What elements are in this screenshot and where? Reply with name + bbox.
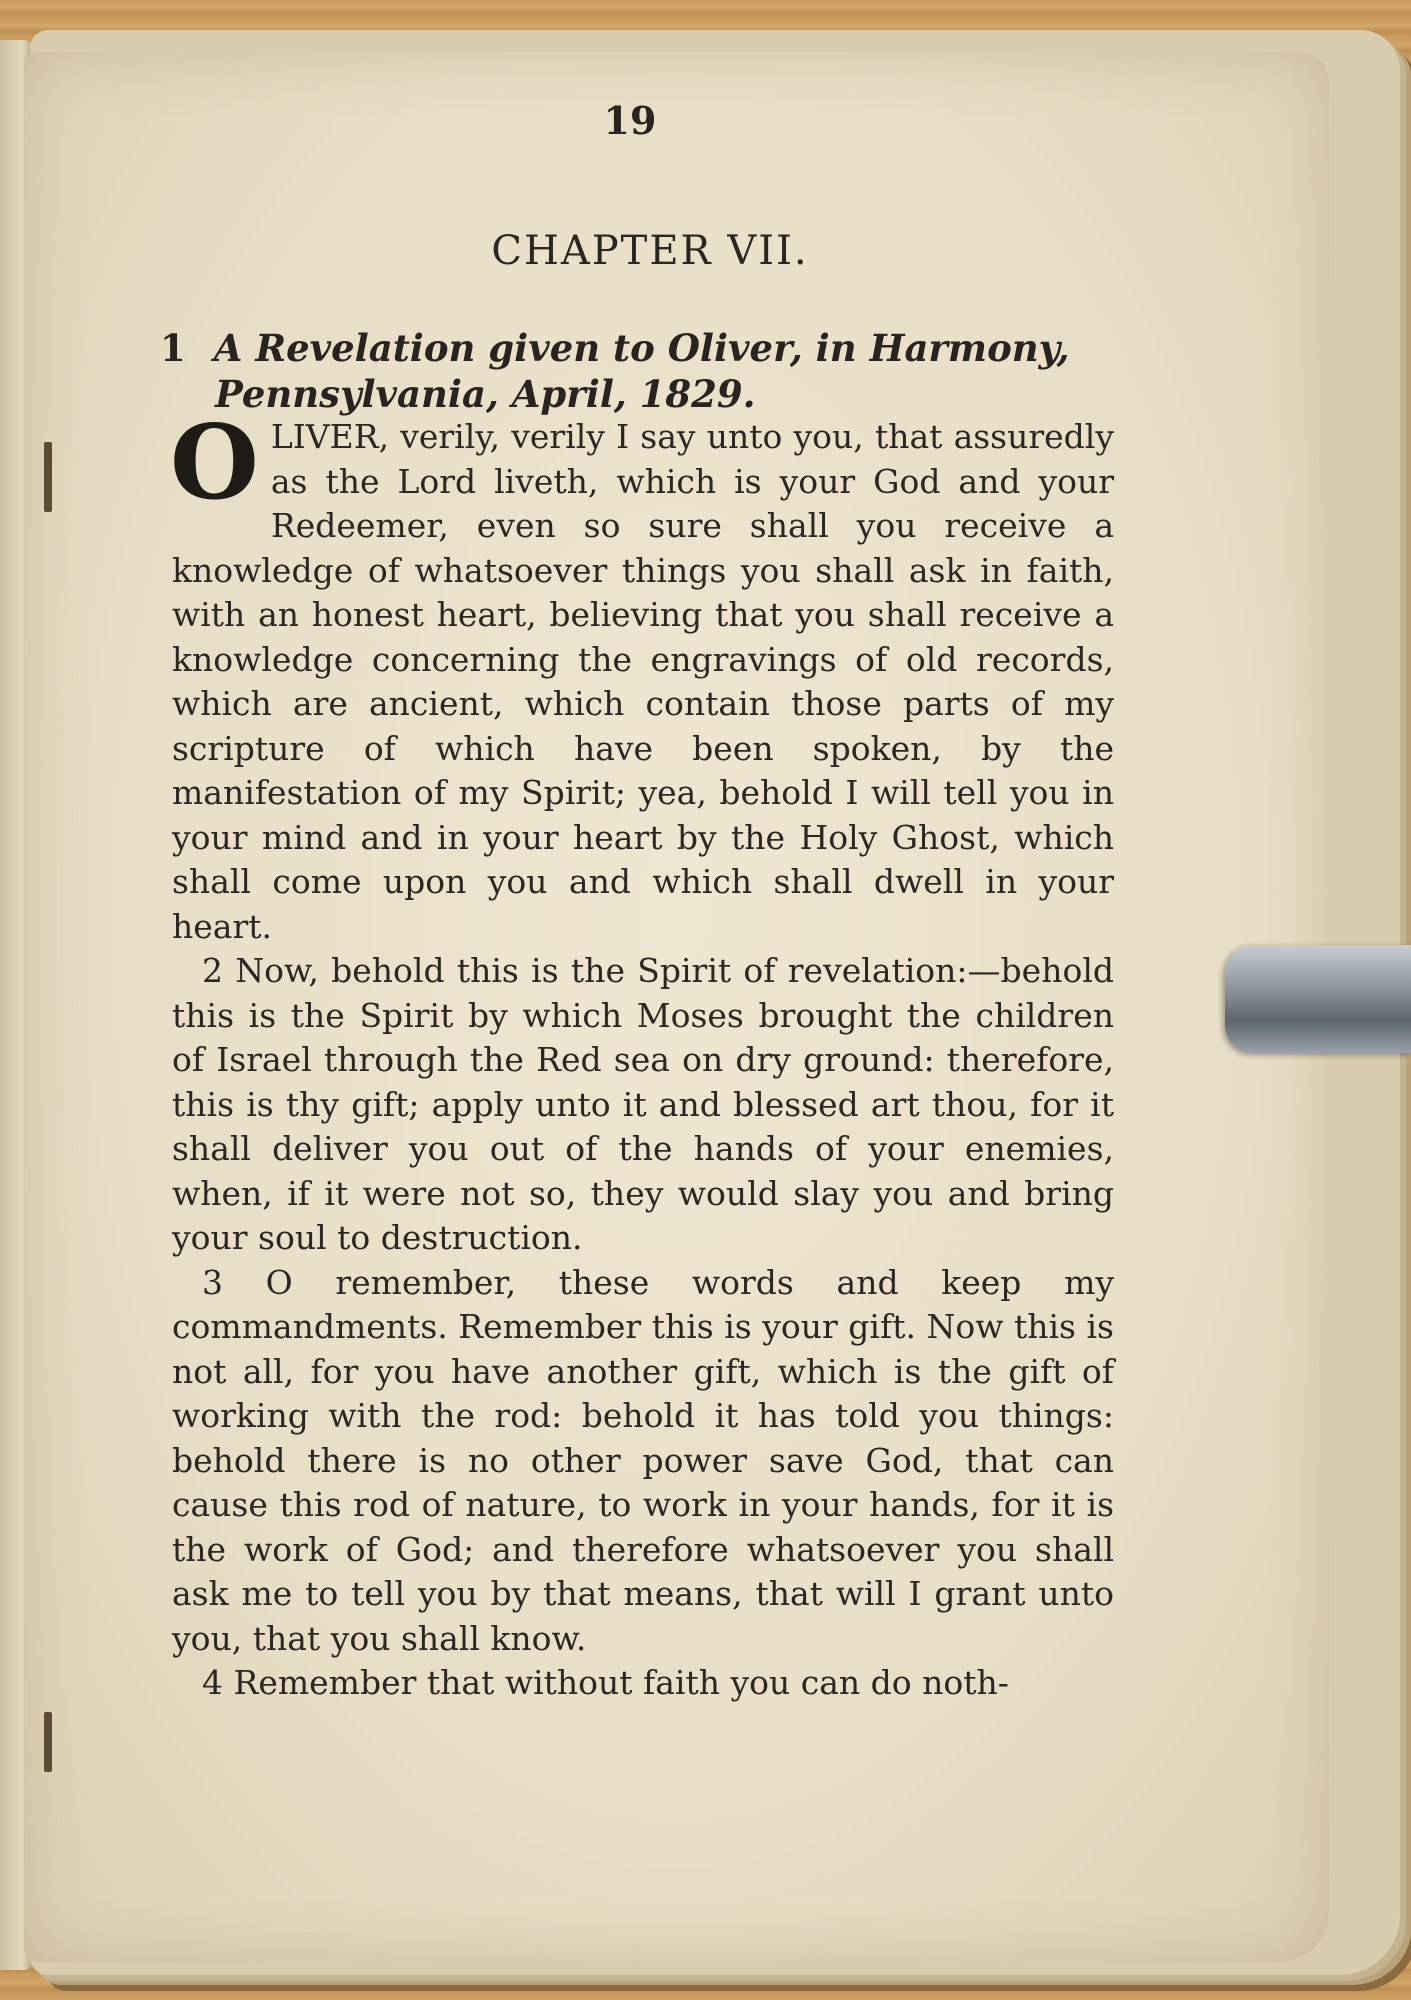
chapter-body — [170, 403, 1114, 1706]
drop-cap: O — [170, 403, 259, 523]
chapter-title: CHAPTER VII. — [491, 228, 809, 274]
paragraph-2: 2 Now, behold this is the Spirit of revelation:—behold this is the Spirit by which Moses brought the children of Israel through the Red sea on dry ground: therefore, this is thy gift; apply unto it and blessed art thou, for it shall deliver you out of the hands of your enemies, when, if it were not so, they would slay you and bring your soul to destruction. — [172, 951, 1114, 1257]
binding-stitch-marks — [32, 432, 72, 1832]
paragraph-1-text: LIVER, verily, verily I say unto you, that assuredly as the Lord liveth, which is your God and your Redeemer, even so sure shall you receive a knowledge of whatsoever things you shall ask in faith, with an honest heart, believing that you shall receive a knowledge concerning the engravings of old records, which are ancient, which contain those parts of my scripture of which have been spoken, by the manifestation of my Spirit; yea, behold I will tell you in your mind and in your heart by the Holy Ghost, which shall come upon you and which shall dwell in your heart. — [172, 417, 1114, 946]
page-number: 19 — [603, 98, 657, 143]
metal-page-clip — [1225, 945, 1411, 1053]
paragraph-3: 3 O remember, these words and keep my commandments. Remember this is your gift. Now this is not all, for you have another gift, which is the gift of working with the rod: behold it has told you things: behold there is no other power save God, that can cause this rod of nature, to work in your hands, for it is the work of God; and therefore whatsoever you shall ask me to tell you by that means, that will I grant unto you, that you shall know. — [172, 1262, 1114, 1658]
heading-line-1: A Revelation given to Oliver, in Harmony, — [213, 326, 1070, 370]
heading-number: 1 — [160, 326, 186, 370]
heading-line-2: Pennsylvania, April, 1829. — [215, 372, 756, 416]
revelation-heading — [160, 325, 1130, 417]
paragraph-1 — [170, 403, 1114, 949]
paragraph-4: 4 Remember that without faith you can do noth- — [202, 1663, 1009, 1702]
